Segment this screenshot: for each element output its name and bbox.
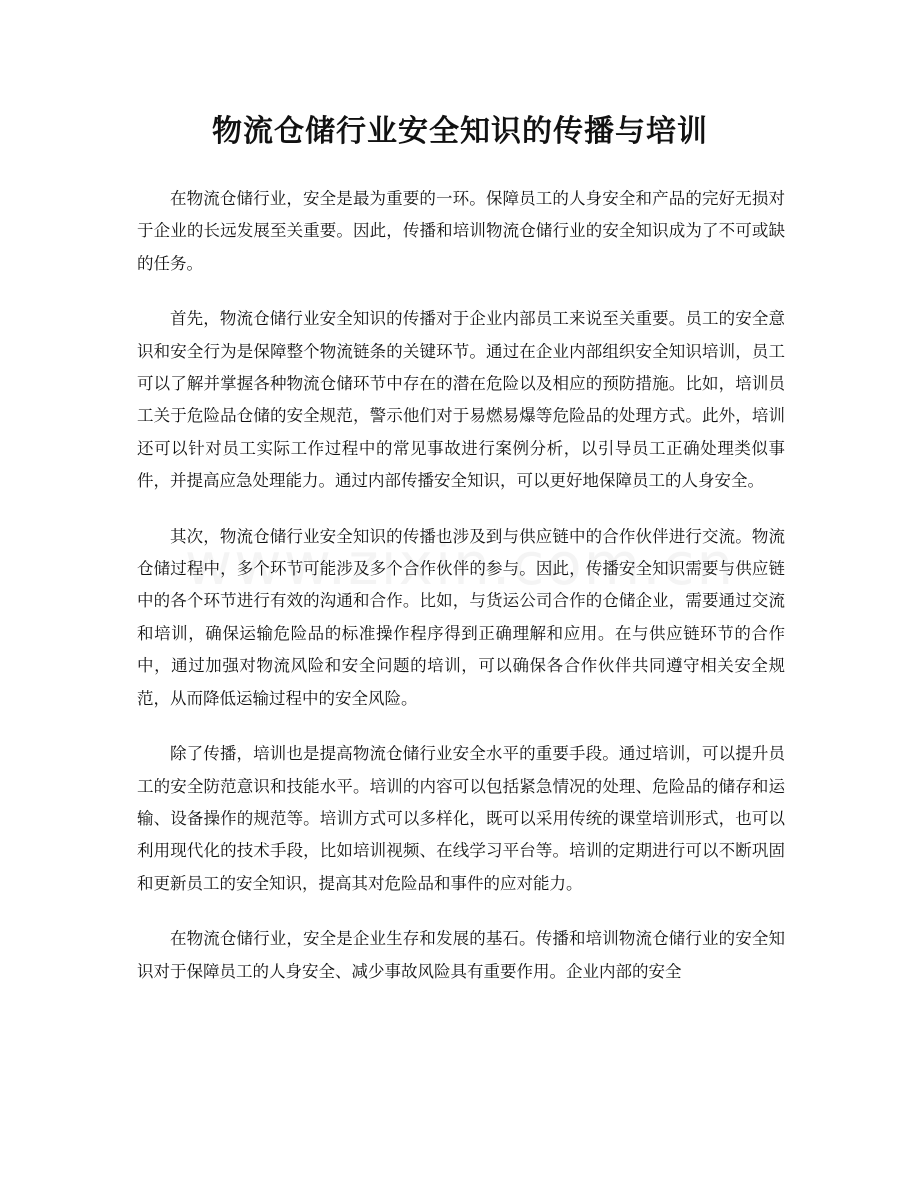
paragraph-5: 在物流仓储行业，安全是企业生存和发展的基石。传播和培训物流仓储行业的安全知识对于保障员工的人身安全、减少事故风险具有重要作用。企业内部的安全: [137, 929, 785, 981]
paragraph-2: 首先，物流仓储行业安全知识的传播对于企业内部员工来说至关重要。员工的安全意识和安全行为是保障整个物流链条的关键环节。通过在企业内部组织安全知识培训，员工可以了解并掌握各种物流仓储环节中存在的潜在危险以及相应的预防措施。比如，培训员工关于危险品仓储的安全规范，警示他们对于易燃易爆等危险品的处理方式。此外，培训还可以针对员工实际工作过程中的常见事故进行案例分析，以引导员工正确处理类似事件，并提高应急处理能力。通过内部传播安全知识，可以更好地保障员工的人身安全。: [137, 309, 785, 491]
document-title: 物流仓储行业安全知识的传播与培训: [212, 114, 708, 149]
paragraph-4: 除了传播，培训也是提高物流仓储行业安全水平的重要手段。通过培训，可以提升员工的安全防范意识和技能水平。培训的内容可以包括紧急情况的处理、危险品的储存和运输、设备操作的规范等。培训方式可以多样化，既可以采用传统的课堂培训形式，也可以利用现代化的技术手段，比如培训视频、在线学习平台等。培训的定期进行可以不断巩固和更新员工的安全知识，提高其对危险品和事件的应对能力。: [137, 744, 785, 893]
document-body: [137, 183, 785, 1011]
paragraph-1: 在物流仓储行业，安全是最为重要的一环。保障员工的人身安全和产品的完好无损对于企业的长远发展至关重要。因此，传播和培训物流仓储行业的安全知识成为了不可或缺的任务。: [137, 189, 785, 273]
paragraph-3: 其次，物流仓储行业安全知识的传播也涉及到与供应链中的合作伙伴进行交流。物流仓储过程中，多个环节可能涉及多个合作伙伴的参与。因此，传播安全知识需要与供应链中的各个环节进行有效的沟通和合作。比如，与货运公司合作的仓储企业，需要通过交流和培训，确保运输危险品的标准操作程序得到正确理解和应用。在与供应链环节的合作中，通过加强对物流风险和安全问题的培训，可以确保各合作伙伴共同遵守相关安全规范，从而降低运输过程中的安全风险。: [137, 526, 785, 708]
